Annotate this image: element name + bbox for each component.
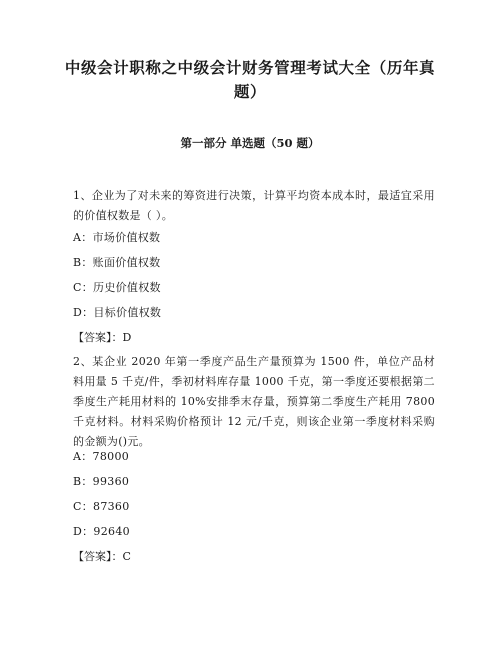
question-2-stem: 2、某企业 2020 年第一季度产品生产量预算为 1500 件，单位产品材料用量 5 千克/件，季初材料库存量 1000 千克，第一季度还要根据第二季度生产耗用材料的 10%安排季末存量，预算第二季度生产耗用 7800 千克材料。材料采购价格预计 12 元/千克，则该企业第一季度材料采购的金额为()元。 — [73, 355, 435, 448]
question-2-option-c: C：87360 — [73, 500, 130, 513]
document-title: 中级会计职称之中级会计财务管理考试大全（历年真题） — [64, 58, 436, 101]
section-heading: 第一部分 单选题（50 题） — [180, 136, 320, 150]
question-2-option-d: D：92640 — [73, 525, 130, 538]
question-1-answer: 【答案】：D — [73, 331, 132, 344]
question-1-option-d: D：目标价值权数 — [73, 306, 162, 319]
question-2-option-b: B：99360 — [73, 475, 130, 488]
question-1-option-a: A：市场价值权数 — [73, 231, 161, 244]
question-1-option-b: B：账面价值权数 — [73, 256, 161, 269]
question-2-answer: 【答案】：C — [73, 550, 131, 563]
question-1-option-c: C：历史价值权数 — [73, 281, 161, 294]
question-1-stem: 1、企业为了对未来的筹资进行决策，计算平均资本成本时，最适宜采用的价值权数是（ ）。 — [73, 189, 435, 222]
question-2-option-a: A：78000 — [73, 450, 130, 463]
